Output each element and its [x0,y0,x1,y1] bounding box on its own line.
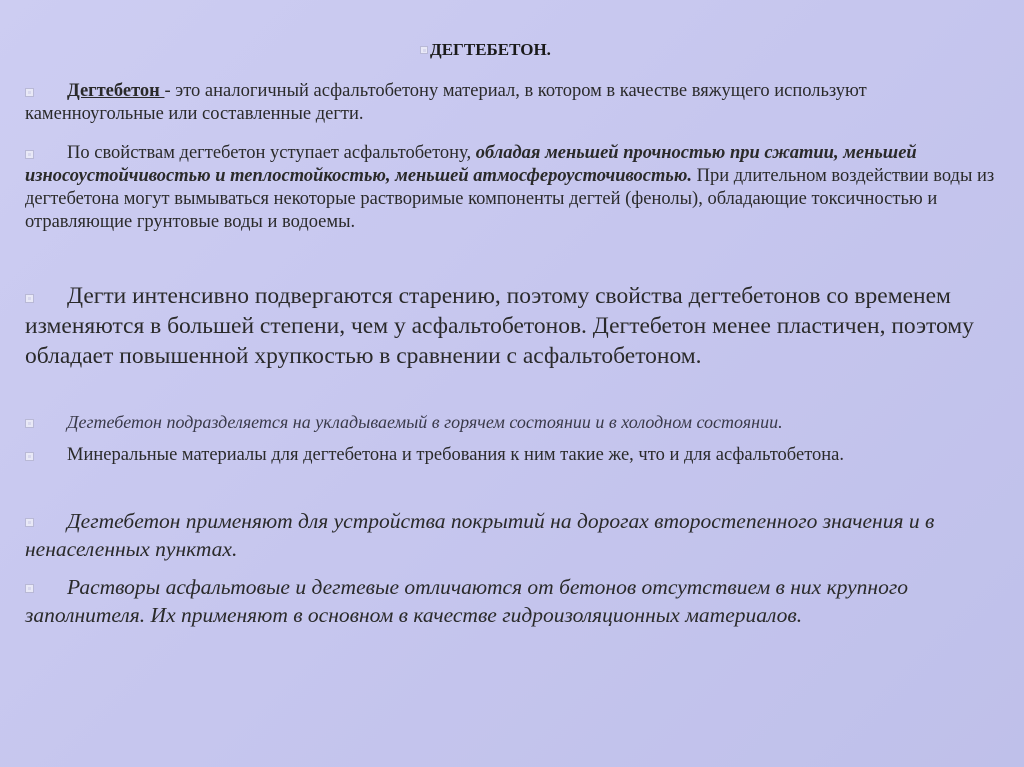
title-text: ДЕГТЕБЕТОН. [430,40,551,59]
bullet-icon [25,419,34,428]
paragraph-text: Растворы асфальтовые и дегтевые отличаются от бетонов отсутствием в них крупного заполнителя. Их применяют в основном в качестве гидроизоляционных материалов. [25,575,908,627]
bullet-icon [25,584,34,593]
properties-rest: При длительном воздействии воды из дегтебетона могут вымываться некоторые растворимые компоненты дегтей (фенолы), обладающие токсичностью и отравляющие грунтовые воды и водоемы. [25,166,995,233]
paragraph-text [25,142,1000,235]
bullet-icon [25,452,34,461]
paragraph-aging [25,282,1000,372]
bullet-icon [25,150,34,159]
paragraph-properties [25,142,1000,235]
paragraph-text: Минеральные материалы для дегтебетона и требования к ним такие же, что и для асфальтобетона. [67,445,845,465]
paragraph-minerals [25,444,1000,467]
paragraph-text [25,80,1000,126]
bullet-icon [25,88,34,97]
properties-emphasis: обладая меньшей прочностью при сжатии, меньшей износоустойчивостью и теплостойкостью, меньшей атмосфероусточивостью. [25,143,917,187]
paragraph-text: Дегтебетон подразделяется на укладываемый в горячем состоянии и в холодном состоянии. [67,412,783,432]
properties-lead: По свойствам дегтебетон уступает асфальтобетону, [67,143,476,163]
bullet-icon [420,46,428,54]
bullet-icon [25,294,34,303]
paragraph-application [25,508,1000,564]
term-degtebeton: Дегтебетон [67,81,165,101]
paragraph-text: Дегти интенсивно подвергаются старению, поэтому свойства дегтебетонов со временем изменяются в большей степени, чем у асфальтобетонов. Дегтебетон менее пластичен, поэтому обладает повышенной хрупкостью в сравнении с асфальтобетоном. [25,283,974,369]
paragraph-text: Дегтебетон применяют для устройства покрытий на дорогах второстепенного значения и в ненаселенных пунктах. [25,509,935,561]
slide-title [420,40,551,60]
definition-text: - это аналогичный асфальтобетону материал, в котором в качестве вяжущего используют каменноугольные или составленные дегти. [25,81,867,125]
paragraph-definition [25,80,1000,126]
bullet-icon [25,518,34,527]
paragraph-classification [25,411,1000,434]
paragraph-mortars [25,574,1000,630]
